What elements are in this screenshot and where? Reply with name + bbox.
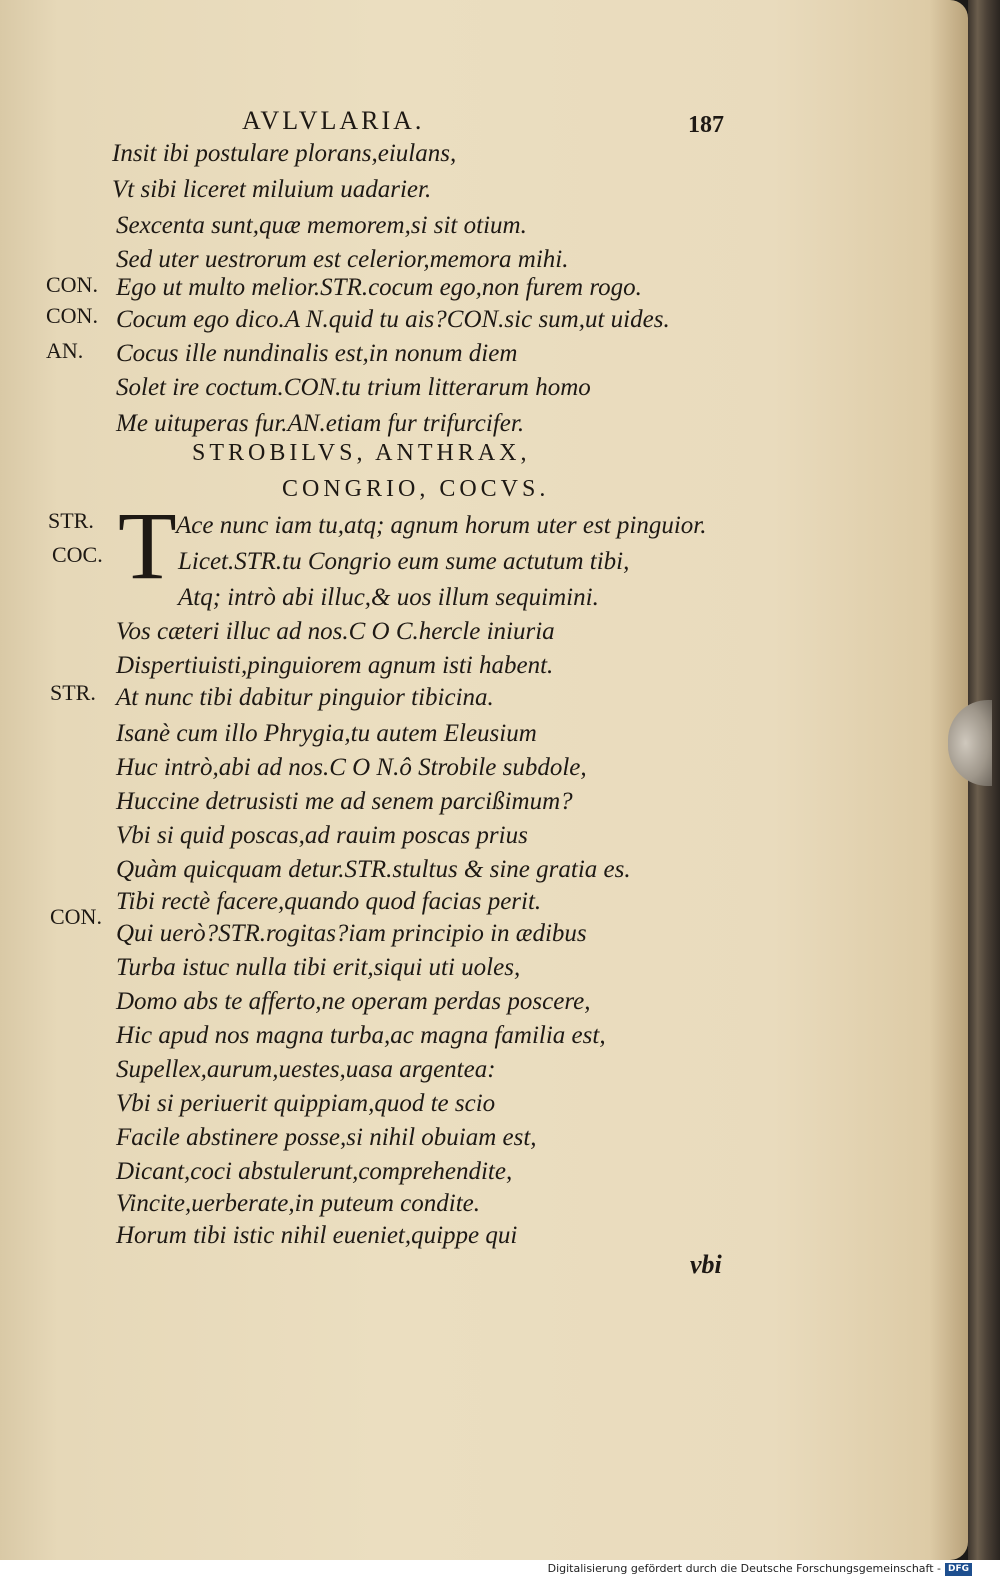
verse-line: Huc intrò,abi ad nos.C O N.ô Strobile subdole,: [116, 754, 587, 781]
verse-line: Facile abstinere posse,si nihil obuiam est,: [116, 1124, 537, 1151]
speaker-label: AN.: [46, 338, 84, 363]
verse-line: Vos cæteri illuc ad nos.C O C.hercle iniuria: [116, 618, 555, 645]
verse-line: Huccine detrusisti me ad senem parcißimum?: [116, 788, 573, 815]
scene-heading: STROBILVS, ANTHRAX,: [192, 440, 531, 466]
verse-line: Atq; intrò abi illuc,& uos illum sequimini.: [178, 584, 599, 611]
verse-line: Cocus ille nundinalis est,in nonum diem: [116, 340, 518, 367]
verse-line: Quàm quicquam detur.STR.stultus & sine gratia es.: [116, 856, 631, 883]
verse-line: Ace nunc iam tu,atq; agnum horum uter est pinguior.: [176, 512, 707, 539]
verse-line: Dicant,coci abstulerunt,comprehendite,: [116, 1158, 513, 1185]
verse-line: Tibi rectè facere,quando quod facias perit.: [116, 888, 542, 915]
credit-text: Digitalisierung gefördert durch die Deutsche Forschungsgemeinschaft -: [547, 1562, 941, 1575]
page-number: 187: [688, 112, 724, 138]
verse-line: Sexcenta sunt,quæ memorem,si sit otium.: [116, 212, 527, 239]
verse-line: Vt sibi liceret miluium uadarier.: [112, 176, 432, 203]
verse-line: Qui uerò?STR.rogitas?iam principio in ædibus: [116, 920, 587, 947]
speaker-label: STR.: [48, 508, 94, 533]
dfg-logo: DFG: [945, 1563, 972, 1576]
verse-line: Vbi si quid poscas,ad rauim poscas prius: [116, 822, 528, 849]
verse-line: Licet.STR.tu Congrio eum sume actutum tibi,: [178, 548, 630, 575]
speaker-label: CON.: [50, 904, 102, 929]
speaker-label: CON.: [46, 303, 98, 328]
verse-line: Dispertiuisti,pinguiorem agnum isti habent.: [116, 652, 554, 679]
verse-line: Domo abs te afferto,ne operam perdas poscere,: [116, 988, 591, 1015]
verse-line: Insit ibi postulare plorans,eiulans,: [112, 140, 457, 167]
verse-line: Solet ire coctum.CON.tu trium litterarum homo: [116, 374, 591, 401]
verse-line: Vincite,uerberate,in puteum condite.: [116, 1190, 481, 1217]
verse-line: At nunc tibi dabitur pinguior tibicina.: [116, 684, 494, 711]
verse-line: Sed uter uestrorum est celerior,memora mihi.: [116, 246, 569, 273]
drop-cap: T: [118, 492, 177, 599]
verse-line: Vbi si periuerit quippiam,quod te scio: [116, 1090, 496, 1117]
verse-line: Ego ut multo melior.STR.cocum ego,non furem rogo.: [116, 274, 642, 301]
page-edge-stack: [968, 0, 1000, 1577]
verse-line: Horum tibi istic nihil eueniet,quippe qui: [116, 1222, 518, 1249]
verse-line: Supellex,aurum,uestes,uasa argentea:: [116, 1056, 496, 1083]
speaker-label: STR.: [50, 680, 96, 705]
verse-line: Hic apud nos magna turba,ac magna familia est,: [116, 1022, 606, 1049]
digitization-credit: [0, 1560, 1000, 1577]
speaker-label: CON.: [46, 272, 98, 297]
verse-line: Isanè cum illo Phrygia,tu autem Eleusium: [116, 720, 537, 747]
speaker-label: COC.: [52, 542, 103, 567]
verse-line: Me uituperas fur.AN.etiam fur trifurcifer.: [116, 410, 525, 437]
running-title: AVLVLARIA.: [242, 106, 425, 135]
catchword: vbi: [690, 1250, 722, 1279]
verse-line: Cocum ego dico.A N.quid tu ais?CON.sic sum,ut uides.: [116, 306, 670, 333]
verse-line: Turba istuc nulla tibi erit,siqui uti uoles,: [116, 954, 521, 981]
scene-heading: CONGRIO, COCVS.: [282, 476, 550, 502]
